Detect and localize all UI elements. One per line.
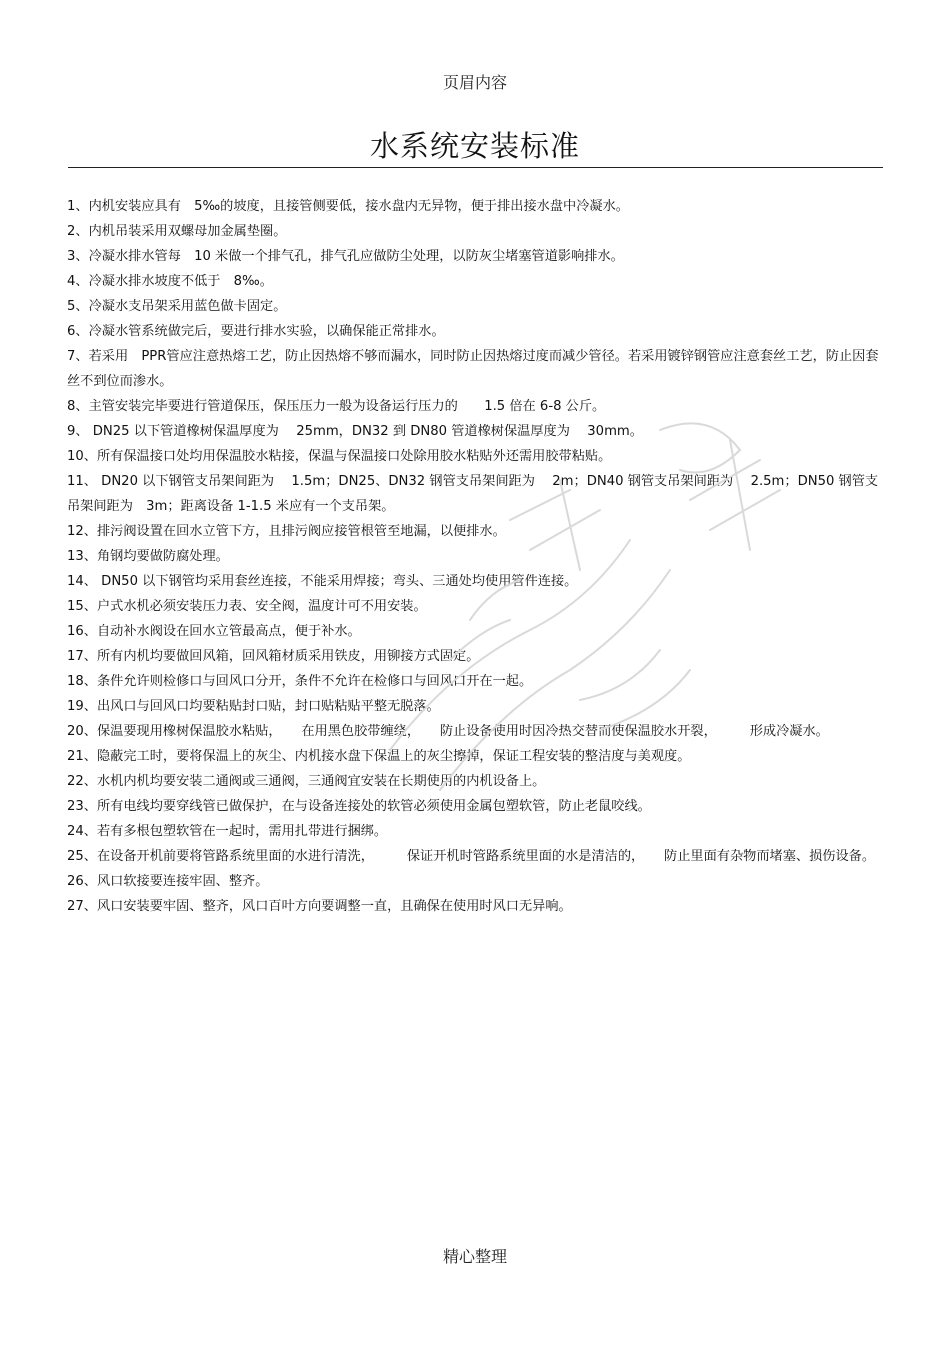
title-divider bbox=[68, 167, 883, 168]
list-item: 8、主管安装完毕要进行管道保压，保压压力一般为设备运行压力的 1.5 倍在 6-8 公斤。 bbox=[67, 399, 606, 414]
list-item: 1、内机安装应具有 5‰的坡度，且接管侧要低，接水盘内无异物，便于排出接水盘中冷凝水。 bbox=[67, 199, 629, 214]
list-item: 5、冷凝水支吊架采用蓝色做卡固定。 bbox=[67, 299, 287, 314]
page-footer: 精心整理 bbox=[442, 1247, 507, 1266]
list-item: 9、 DN25 以下管道橡树保温厚度为 25mm，DN32 到 DN80 管道橡树保温厚度为 30mm。 bbox=[67, 424, 643, 439]
list-item: 17、所有内机均要做回风箱，回风箱材质采用铁皮，用铆接方式固定。 bbox=[67, 649, 480, 664]
document-title: 水系统安装标准 bbox=[369, 129, 580, 163]
list-item: 23、所有电线均要穿线管已做保护，在与设备连接处的软管必须使用金属包塑软管，防止老鼠咬线。 bbox=[67, 799, 651, 814]
standards-list bbox=[67, 194, 879, 919]
list-item: 15、户式水机必须安装压力表、安全阀，温度计可不用安装。 bbox=[67, 599, 427, 614]
list-item: 11、 DN20 以下钢管支吊架间距为 1.5m；DN25、DN32 钢管支吊架间距为 2m；DN40 钢管支吊架间距为 2.5m；DN50 钢管支吊架间距为 3m；距离设备 1-1.5 米应有一个支吊架。 bbox=[67, 474, 879, 514]
list-item: 10、所有保温接口处均用保温胶水粘接，保温与保温接口处除用胶水粘贴外还需用胶带粘贴。 bbox=[67, 449, 612, 464]
list-item: 27、风口安装要牢固、整齐，风口百叶方向要调整一直，且确保在使用时风口无异响。 bbox=[67, 899, 572, 914]
list-item: 22、水机内机均要安装二通阀或三通阀，三通阀宜安装在长期使用的内机设备上。 bbox=[67, 774, 546, 789]
list-item: 18、条件允许则检修口与回风口分开，条件不允许在检修口与回风口开在一起。 bbox=[67, 674, 533, 689]
page-header: 页眉内容 bbox=[442, 73, 507, 92]
list-item: 2、内机吊装采用双螺母加金属垫圈。 bbox=[67, 224, 287, 239]
list-item: 3、冷凝水排水管每 10 米做一个排气孔，排气孔应做防尘处理，以防灰尘堵塞管道影响排水。 bbox=[67, 249, 624, 264]
list-item: 6、冷凝水管系统做完后，要进行排水实验，以确保能正常排水。 bbox=[67, 324, 445, 339]
list-item: 20、保温要现用橡树保温胶水粘贴， 在用黑色胶带缠绕， 防止设备使用时因冷热交替而使保温胶水开裂， 形成冷凝水。 bbox=[67, 724, 829, 739]
list-item: 19、出风口与回风口均要粘贴封口贴，封口贴粘贴平整无脱落。 bbox=[67, 699, 440, 714]
list-item: 16、自动补水阀设在回水立管最高点，便于补水。 bbox=[67, 624, 361, 639]
list-item: 12、排污阀设置在回水立管下方，且排污阀应接管根管至地漏，以便排水。 bbox=[67, 524, 506, 539]
list-item: 25、在设备开机前要将管路系统里面的水进行清洗， 保证开机时管路系统里面的水是清洁的， 防止里面有杂物而堵塞、损伤设备。 bbox=[67, 849, 876, 864]
list-item: 13、角钢均要做防腐处理。 bbox=[67, 549, 229, 564]
list-item: 14、 DN50 以下钢管均采用套丝连接，不能采用焊接；弯头、三通处均使用管件连接。 bbox=[67, 574, 578, 589]
list-item: 21、隐蔽完工时，要将保温上的灰尘、内机接水盘下保温上的灰尘擦掉，保证工程安装的整洁度与美观度。 bbox=[67, 749, 691, 764]
list-item: 7、若采用 PPR管应注意热熔工艺，防止因热熔不够而漏水，同时防止因热熔过度而减少管径。若采用镀锌钢管应注意套丝工艺，防止因套丝不到位而渗水。 bbox=[67, 349, 879, 389]
list-item: 26、风口软接要连接牢固、整齐。 bbox=[67, 874, 269, 889]
list-item: 24、若有多根包塑软管在一起时，需用扎带进行捆绑。 bbox=[67, 824, 388, 839]
list-item: 4、冷凝水排水坡度不低于 8‰。 bbox=[67, 274, 273, 289]
